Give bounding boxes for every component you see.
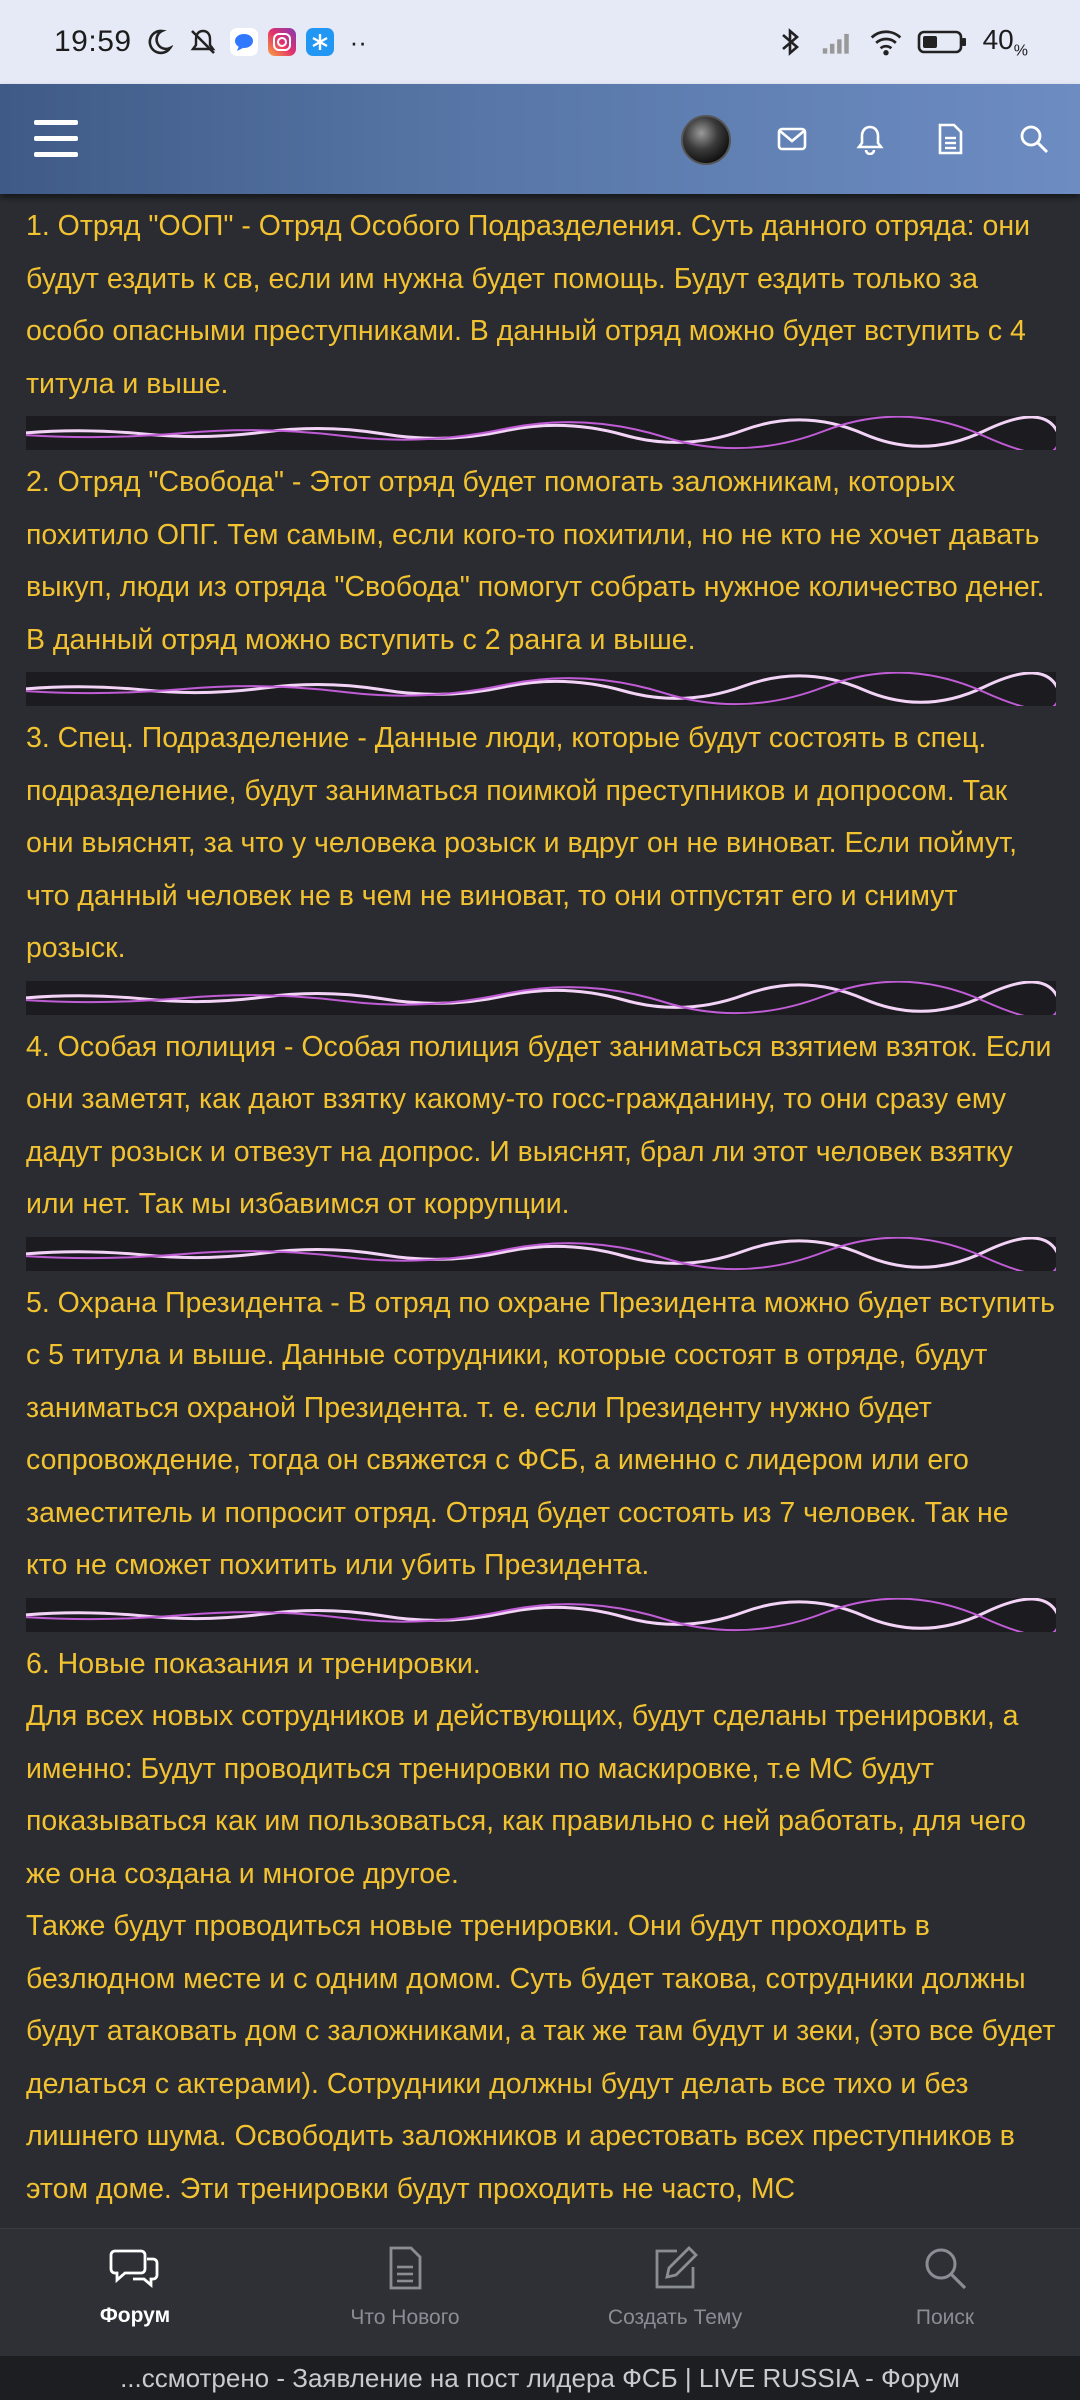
nav-whats-new[interactable]: [270, 2229, 540, 2357]
post-section-6-paragraph-1: Для всех новых сотрудников и действующих, будут сделаны тренировки, а именно: Будут проводиться тренировки по маскировке, т.е МС будут показываться как им пользоваться, как правильно с ней работать, для чего же она создана и многое другое.: [26, 1700, 1026, 1890]
nav-forum-label: Форум: [99, 2304, 171, 2327]
bluetooth-icon: [773, 25, 807, 59]
post-section-1: 1. Отряд "ООП" - Отряд Особого Подразделения. Суть данного отряда: они будут ездить к св, если им нужна будет помощь. Будут ездить только за особо опасными преступниками. В данный отряд можно будет вступить с 4 титула и выше.: [26, 210, 1030, 400]
nav-whats-new-label: Что Нового: [350, 2306, 460, 2329]
mail-icon[interactable]: [769, 116, 815, 162]
hamburger-icon[interactable]: [34, 120, 78, 158]
mute-icon: [186, 25, 220, 59]
battery-percent: [983, 24, 1028, 61]
document-icon[interactable]: [927, 116, 973, 162]
nav-create-topic-label: Создать Тему: [607, 2306, 743, 2329]
top-app-bar: [0, 84, 1080, 194]
wifi-icon: [869, 25, 903, 59]
nav-search-label: Поиск: [915, 2306, 975, 2329]
post-section-6-title: 6. Новые показания и тренировки.: [26, 1647, 481, 1680]
decorative-divider: [26, 672, 1056, 706]
bell-icon[interactable]: [847, 116, 893, 162]
post-section-4: 4. Особая полиция - Особая полиция будет заниматься взятием взяток. Если они заметят, как дают взятку какому-то госс-гражданину, то они сразу ему дадут розыск и отвезут на допрос. И выяснят, брал ли этот человек взятку или нет. Так мы избавимся от коррупции.: [26, 1030, 1052, 1220]
decorative-divider: [26, 1237, 1056, 1271]
post-section-6-paragraph-2: Также будут проводиться новые тренировки. Они будут проходить в безлюдном месте и с одним домом. Суть будет такова, сотрудники должны будут атаковать дом с заложниками, а так же там будут и зеки, (это все будет делаться с актерами). Сотрудники должны будут делать все тихо и без лишнего шума. Освободить заложников и арестовать всех преступников в этом доме. Эти тренировки будут проходить не часто, МС: [26, 1910, 1056, 2205]
asterisk-app-icon: [306, 28, 334, 56]
nav-create-topic[interactable]: [540, 2229, 810, 2357]
battery-value: 40: [982, 23, 1014, 55]
battery-icon: [917, 25, 969, 59]
decorative-divider: [26, 981, 1056, 1015]
chat-bubbles-icon: [109, 2245, 161, 2294]
post-section-5: 5. Охрана Президента - В отряд по охране Президента можно будет вступить с 5 титула и выше. Данные сотрудники, которые состоят в отряде, будут заниматься охраной Президента. т. е. если Президенту нужно будет сопровождение, тогда он свяжется с ФСБ, а именно с лидером или его заместитель и попросит отряд. Отряд будет состоять из 7 человек. Так не кто не сможет похитить или убить Президента.: [26, 1286, 1055, 1581]
post-section-2: 2. Отряд "Свобода" - Этот отряд будет помогать заложникам, которых похитило ОПГ. Тем самым, если кого-то похитили, но не кто не хочет давать выкуп, люди из отряда "Свобода" помогут собрать нужное количество денег. В данный отряд можно вступить с 2 ранга и выше.: [26, 466, 1045, 656]
post-section-3: 3. Спец. Подразделение - Данные люди, которые будут состоять в спец. подразделение, будут заниматься поимкой преступников и допросом. Так они выяснят, за что у человека розыск и вдруг он не виноват. Если поймут, что данный человек не в чем не виноват, то они отпустят его и снимут розыск.: [26, 722, 1018, 964]
status-bar: [0, 0, 1080, 84]
messenger-app-icon: [230, 28, 258, 56]
more-notifications-indicator: ··: [349, 26, 367, 57]
instagram-app-icon: [268, 28, 296, 56]
nav-search[interactable]: [810, 2229, 1080, 2357]
battery-unit: %: [1013, 42, 1028, 60]
moon-icon: [142, 25, 176, 59]
edit-icon: [651, 2245, 699, 2296]
document-icon: [385, 2245, 425, 2296]
post-content: [26, 200, 1056, 2228]
search-icon[interactable]: [1011, 116, 1057, 162]
search-icon: [922, 2245, 968, 2296]
nav-forum[interactable]: [0, 2229, 270, 2357]
status-time: 19:59: [54, 25, 132, 58]
page-title-bar[interactable]: ...ссмотрено - Заявление на пост лидера ФСБ | LIVE RUSSIA - Форум: [0, 2356, 1080, 2400]
bottom-navigation: [0, 2228, 1080, 2357]
avatar[interactable]: [681, 115, 731, 165]
signal-icon: [821, 25, 855, 59]
decorative-divider: [26, 1598, 1056, 1632]
decorative-divider: [26, 416, 1056, 450]
